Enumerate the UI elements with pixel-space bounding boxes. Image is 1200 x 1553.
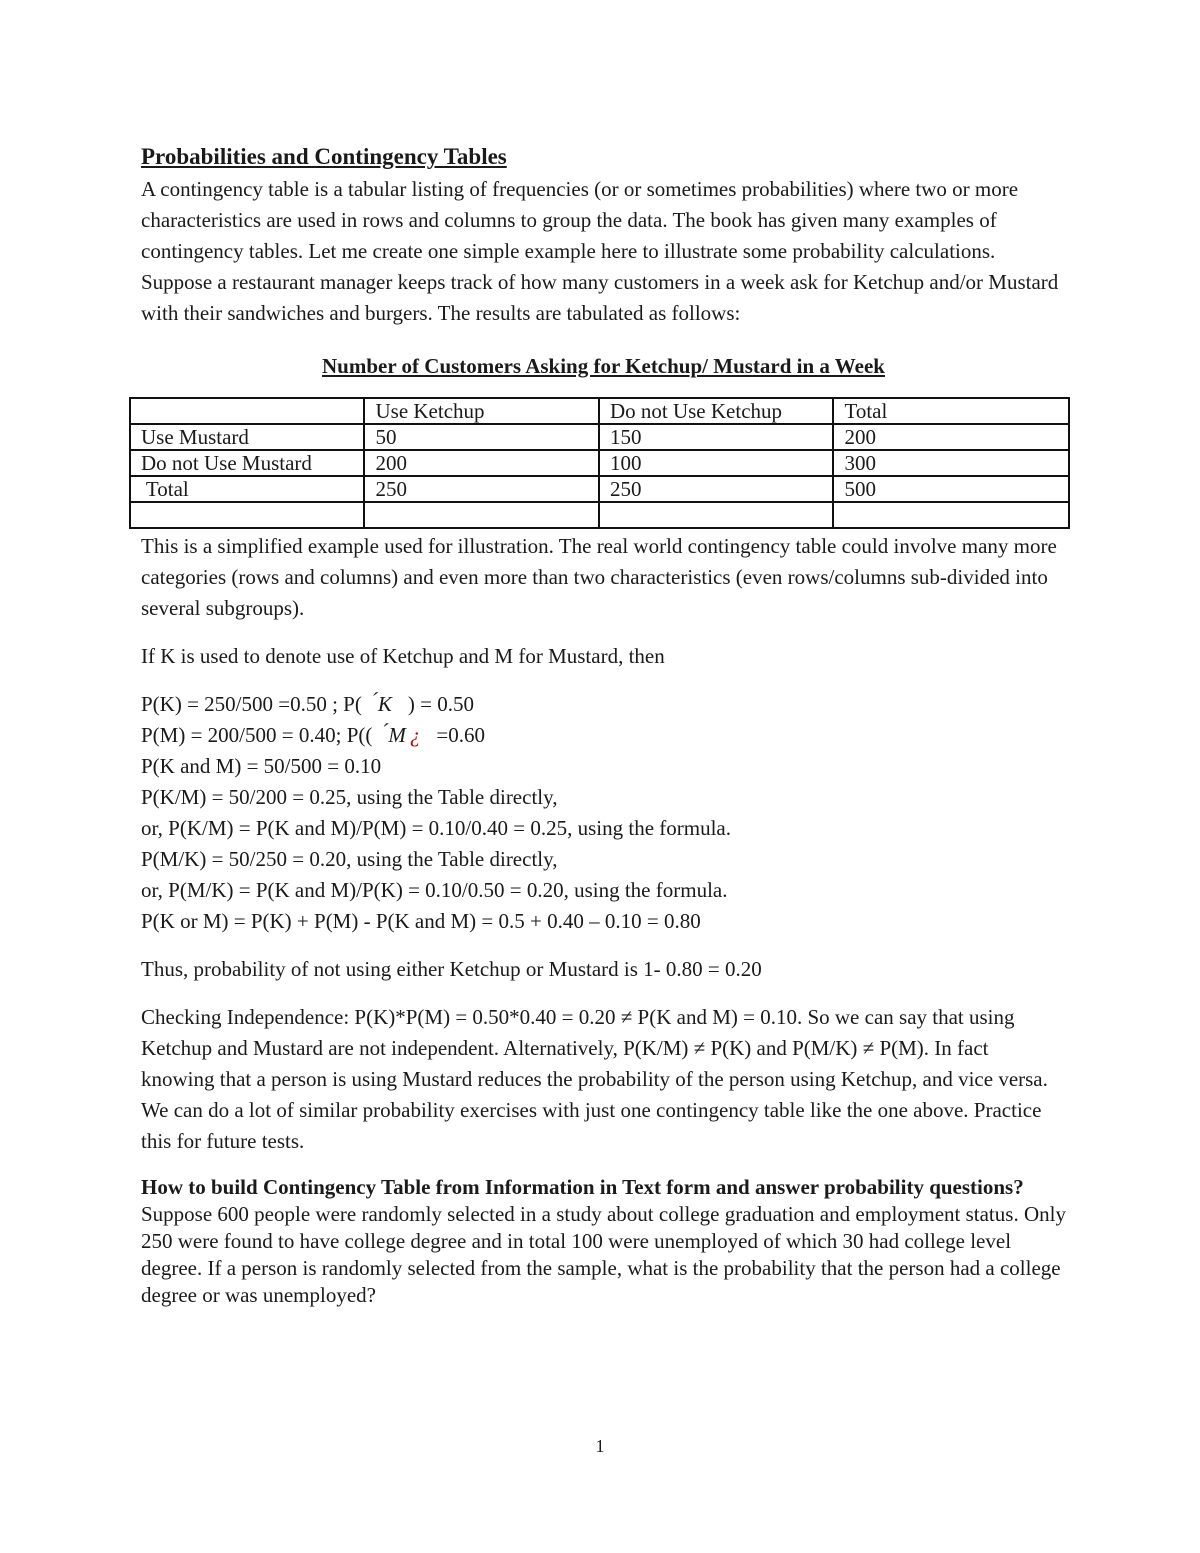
table-cell: 150 bbox=[599, 424, 833, 450]
calc-line-3: P(K and M) = 50/500 = 0.10 bbox=[141, 754, 382, 778]
calc-text: P(M) = 200/500 = 0.40; P(( bbox=[141, 723, 373, 747]
table-cell: 500 bbox=[833, 476, 1069, 502]
calc-line-7: or, P(M/K) = P(K and M)/P(K) = 0.10/0.50 = 0.20, using the formula. bbox=[141, 878, 728, 902]
table-cell: 250 bbox=[364, 476, 598, 502]
table-cell: 50 bbox=[364, 424, 598, 450]
table-header-cell: Do not Use Ketchup bbox=[599, 398, 833, 424]
table-row-empty bbox=[130, 502, 1069, 528]
calculations-block bbox=[141, 689, 1066, 937]
table-header-cell: Use Ketchup bbox=[364, 398, 598, 424]
section-body: Suppose 600 people were randomly selected in a study about college graduation and employment status. Only 250 were found to have college degree and in total 100 were unemployed of which 30 had college level degree. If a person is randomly selected from the sample, what is the probability that the person had a college degree or was unemployed? bbox=[141, 1202, 1066, 1307]
contingency-table bbox=[129, 397, 1070, 529]
table-cell: Do not Use Mustard bbox=[130, 450, 364, 476]
table-caption: Number of Customers Asking for Ketchup/ Mustard in a Week bbox=[322, 354, 885, 378]
table-header-cell bbox=[130, 398, 364, 424]
table-cell: 200 bbox=[833, 424, 1069, 450]
independence-paragraph: Checking Independence: P(K)*P(M) = 0.50*0.40 = 0.20 ≠ P(K and M) = 0.10. So we can say that using Ketchup and Mustard are not independent. Alternatively, P(K/M) ≠ P(K) and P(M/K) ≠ P(M). In fact knowing that a person is using Mustard reduces the probability of the person using Ketchup, and vice versa. We can do a lot of similar probability exercises with just one contingency table like the one above. Practice this for future tests. bbox=[141, 1005, 1048, 1153]
calc-line-4: P(K/M) = 50/200 = 0.25, using the Table directly, bbox=[141, 785, 558, 809]
table-cell: 250 bbox=[599, 476, 833, 502]
calc-text: =0.60 bbox=[436, 723, 485, 747]
table-header-row bbox=[130, 398, 1069, 424]
table-cell: 200 bbox=[364, 450, 598, 476]
table-cell bbox=[599, 502, 833, 528]
table-row bbox=[130, 450, 1069, 476]
intro-paragraph: A contingency table is a tabular listing of frequencies (or or sometimes probabilities) where two or more characteristics are used in rows and columns to group the data. The book has given many examples of contingency tables. Let me create one simple example here to illustrate some probability calculations. Suppose a restaurant manager keeps track of how many customers in a week ask for Ketchup and/or Mustard with their sandwiches and burgers. The results are tabulated as follows: bbox=[141, 177, 1059, 325]
broken-glyph: ¿ bbox=[409, 723, 421, 747]
calc-line-8: P(K or M) = P(K) + P(M) - P(K and M) = 0.5 + 0.40 – 0.10 = 0.80 bbox=[141, 909, 701, 933]
table-cell: Total bbox=[130, 476, 364, 502]
calc-line-6: P(M/K) = 50/250 = 0.20, using the Table directly, bbox=[141, 847, 558, 871]
complement-m-symbol: ́ M bbox=[388, 720, 406, 751]
table-cell: 300 bbox=[833, 450, 1069, 476]
thus-paragraph: Thus, probability of not using either Ketchup or Mustard is 1- 0.80 = 0.20 bbox=[141, 957, 762, 981]
calc-text: ) = 0.50 bbox=[407, 692, 474, 716]
page-number: 1 bbox=[595, 1436, 605, 1456]
table-cell bbox=[364, 502, 598, 528]
table-header-cell: Total bbox=[833, 398, 1069, 424]
table-row bbox=[130, 476, 1069, 502]
document-page bbox=[141, 140, 1066, 1309]
complement-k-symbol: ́ K bbox=[378, 689, 392, 720]
section-heading: How to build Contingency Table from Information in Text form and answer probability questions? bbox=[141, 1175, 1024, 1199]
table-cell: 100 bbox=[599, 450, 833, 476]
after-table-paragraph: This is a simplified example used for illustration. The real world contingency table could involve many more categories (rows and columns) and even more than two characteristics (even rows/columns sub-divided into several subgroups). bbox=[141, 534, 1057, 620]
table-cell: Use Mustard bbox=[130, 424, 364, 450]
table-row bbox=[130, 424, 1069, 450]
calc-line-1 bbox=[141, 689, 1066, 720]
notation-paragraph: If K is used to denote use of Ketchup and M for Mustard, then bbox=[141, 644, 665, 668]
table-cell bbox=[833, 502, 1069, 528]
calc-text: P(K) = 250/500 =0.50 ; P( bbox=[141, 692, 362, 716]
calc-line-5: or, P(K/M) = P(K and M)/P(M) = 0.10/0.40 = 0.25, using the formula. bbox=[141, 816, 731, 840]
table-cell bbox=[130, 502, 364, 528]
calc-line-2 bbox=[141, 720, 1066, 751]
page-title: Probabilities and Contingency Tables bbox=[141, 144, 507, 169]
